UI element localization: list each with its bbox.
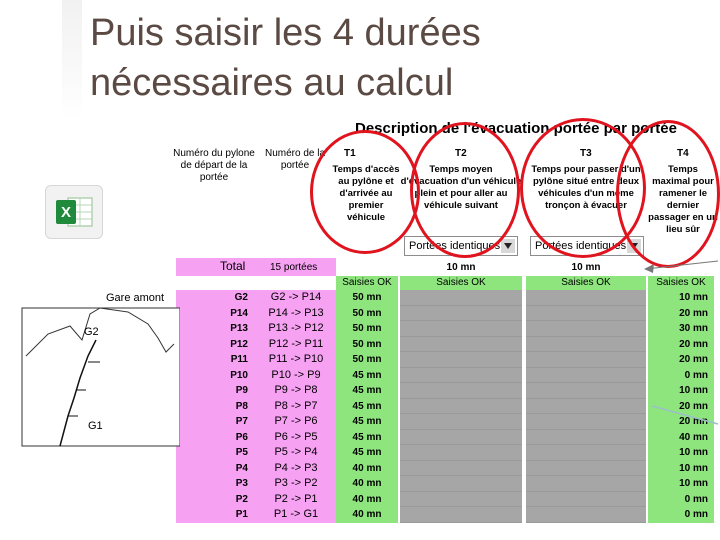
row-t3-cell[interactable] (526, 399, 646, 415)
row-pylon: P9 (235, 385, 248, 396)
saisies-ok-t3 (526, 276, 646, 290)
row-t2-cell[interactable] (400, 492, 522, 508)
row-pylon: P11 (230, 354, 248, 365)
row-t1: 40 mn (352, 509, 382, 520)
row-t3-cell[interactable] (526, 414, 646, 430)
row-span: P2 -> P1 (274, 492, 318, 505)
row-span: P7 -> P6 (274, 415, 318, 427)
row-span: P5 -> P4 (274, 446, 318, 458)
row-pylon: G2 (234, 292, 248, 303)
row-span: P11 -> P10 (268, 353, 324, 365)
row-t4: 0 mn (684, 509, 708, 520)
row-pylon: P4 (235, 462, 248, 474)
row-t2-cell[interactable] (400, 368, 522, 384)
row-span: G2 -> P14 (270, 291, 322, 303)
row-t2-cell[interactable] (400, 337, 522, 353)
row-t1: 40 mn (352, 462, 382, 474)
row-t2-cell[interactable] (400, 399, 522, 415)
row-t3-cell[interactable] (526, 337, 646, 353)
row-t1: 50 mn (352, 292, 382, 303)
row-t4: 30 mn (679, 323, 708, 334)
chevron-down-icon[interactable] (501, 239, 515, 253)
row-t1: 50 mn (352, 307, 382, 319)
slide-deco-bar (62, 0, 82, 120)
row-t3-cell[interactable] (526, 461, 646, 477)
row-t3-cell[interactable] (526, 476, 646, 492)
t1-description: Temps d'accès au pylône et d'arrivée au premier véhicule (332, 164, 400, 223)
slide-title-line1: Puis saisir les 4 durées (90, 12, 481, 54)
row-t2-cell[interactable] (400, 430, 522, 446)
row-pylon: P1 (235, 509, 248, 520)
row-span: P10 -> P9 (271, 368, 321, 381)
row-t1: 45 mn (352, 416, 382, 427)
profile-label-g1: G1 (88, 420, 103, 432)
row-t1: 45 mn (352, 431, 382, 443)
row-t4: 10 mn (679, 462, 708, 474)
row-t2-cell[interactable] (400, 383, 522, 399)
row-t4: 20 mn (679, 400, 708, 412)
saisies-ok-t2-text: Saisies OK (436, 277, 486, 288)
row-pylon: P13 (230, 323, 248, 334)
row-t1: 50 mn (352, 323, 382, 334)
row-pylon: P8 (235, 400, 248, 412)
row-t4: 10 mn (679, 447, 708, 458)
row-t3-cell[interactable] (526, 445, 646, 461)
row-t4: 0 mn (684, 369, 708, 381)
row-pylon: P5 (235, 447, 248, 458)
t4-code: T4 (677, 148, 689, 159)
total-label: Total (220, 259, 246, 273)
t2-highlight-circle (410, 122, 520, 258)
row-pylon: P10 (230, 369, 248, 381)
row-span: P1 -> G1 (273, 508, 319, 520)
row-t1: 45 mn (352, 385, 382, 396)
t1-highlight-circle (310, 130, 420, 254)
row-t1: 40 mn (352, 478, 382, 489)
row-t4: 20 mn (679, 416, 708, 427)
saisies-ok-t2 (400, 276, 522, 290)
row-t4: 10 mn (679, 385, 708, 396)
excel-icon (45, 185, 103, 239)
row-t2-cell[interactable] (400, 352, 522, 368)
annotation-arrow (640, 255, 720, 285)
row-span: P6 -> P5 (274, 430, 318, 443)
t3-total: 10 mn (571, 262, 601, 273)
t3-description: Temps pour passer d'un pylône situé entre deux véhicules d'un même tronçon à évacuer (531, 164, 641, 211)
row-t3-cell[interactable] (526, 321, 646, 337)
row-t4: 20 mn (679, 338, 708, 350)
t3-code: T3 (580, 148, 592, 159)
row-span: P12 -> P11 (268, 337, 324, 350)
slide-title (90, 8, 610, 108)
t2-total: 10 mn (446, 262, 476, 273)
row-span: P3 -> P2 (274, 477, 318, 489)
row-t3-cell[interactable] (526, 306, 646, 322)
row-t2-cell[interactable] (400, 445, 522, 461)
row-pylon: P6 (235, 431, 248, 443)
profile-label-g2: G2 (84, 326, 99, 338)
row-t2-cell[interactable] (400, 290, 522, 306)
row-t2-cell[interactable] (400, 461, 522, 477)
row-t1: 45 mn (352, 400, 382, 412)
row-span: P13 -> P12 (268, 322, 324, 334)
row-span: P4 -> P3 (274, 461, 318, 474)
section-title: Description de l'évacuation portée par portée (355, 120, 677, 137)
row-t1: 45 mn (352, 369, 382, 381)
row-t1: 50 mn (352, 338, 382, 350)
row-t2-cell[interactable] (400, 306, 522, 322)
row-pylon: P3 (235, 478, 248, 489)
header-start-pylon: Numéro du pylone de départ de la portée (173, 148, 255, 183)
row-t2-cell[interactable] (400, 476, 522, 492)
gare-amont-label: Gare amont (106, 292, 165, 304)
t1-code: T1 (344, 148, 356, 159)
slide-title-line2: nécessaires au calcul (90, 62, 454, 104)
row-t4: 0 mn (684, 493, 708, 505)
header-span: Numéro de la portée (264, 148, 326, 171)
row-t3-cell[interactable] (526, 352, 646, 368)
row-t1: 40 mn (352, 493, 382, 505)
row-t2-cell[interactable] (400, 414, 522, 430)
row-pylon: P12 (230, 338, 248, 350)
row-t4: 40 mn (679, 431, 708, 443)
t3-dropdown-value: Portées identiques (535, 240, 627, 252)
row-t3-cell[interactable] (526, 383, 646, 399)
t2-dropdown-value: Portées identiques (409, 240, 501, 252)
row-t4: 10 mn (679, 478, 708, 489)
t4-highlight-circle (616, 120, 720, 268)
row-t2-cell[interactable] (400, 507, 522, 523)
saisies-ok-t4-text: Saisies OK (656, 277, 706, 288)
saisies-ok-t1-text: Saisies OK (342, 277, 392, 288)
saisies-ok-t3-text: Saisies OK (561, 277, 611, 288)
row-t2-cell[interactable] (400, 321, 522, 337)
saisies-ok-t1 (336, 276, 398, 290)
row-pylon: P2 (235, 493, 248, 505)
row-span: P14 -> P13 (268, 306, 324, 319)
row-t1: 45 mn (352, 447, 382, 458)
total-span-count: 15 portées (270, 262, 318, 273)
row-t4: 20 mn (679, 354, 708, 365)
row-span: P9 -> P8 (274, 384, 318, 396)
t4-description: Temps maximal pour ramener le dernier passager en un lieu sûr (648, 164, 718, 235)
annotation-line (650, 400, 720, 430)
row-t4: 20 mn (679, 307, 708, 319)
t2-description: Temps moyen d'évacuation d'un véhicule plein et pour aller au véhicule suivant (400, 164, 522, 211)
row-t3-cell[interactable] (526, 507, 646, 523)
row-t3-cell[interactable] (526, 368, 646, 384)
row-t3-cell[interactable] (526, 430, 646, 446)
row-span: P8 -> P7 (274, 399, 318, 412)
row-t1: 50 mn (352, 354, 382, 365)
svg-text:X: X (60, 204, 72, 221)
row-t4: 10 mn (679, 292, 708, 303)
row-pylon: P14 (230, 307, 248, 319)
t2-code: T2 (455, 148, 467, 159)
row-t3-cell[interactable] (526, 290, 646, 306)
row-pylon: P7 (235, 416, 248, 427)
row-t3-cell[interactable] (526, 492, 646, 508)
